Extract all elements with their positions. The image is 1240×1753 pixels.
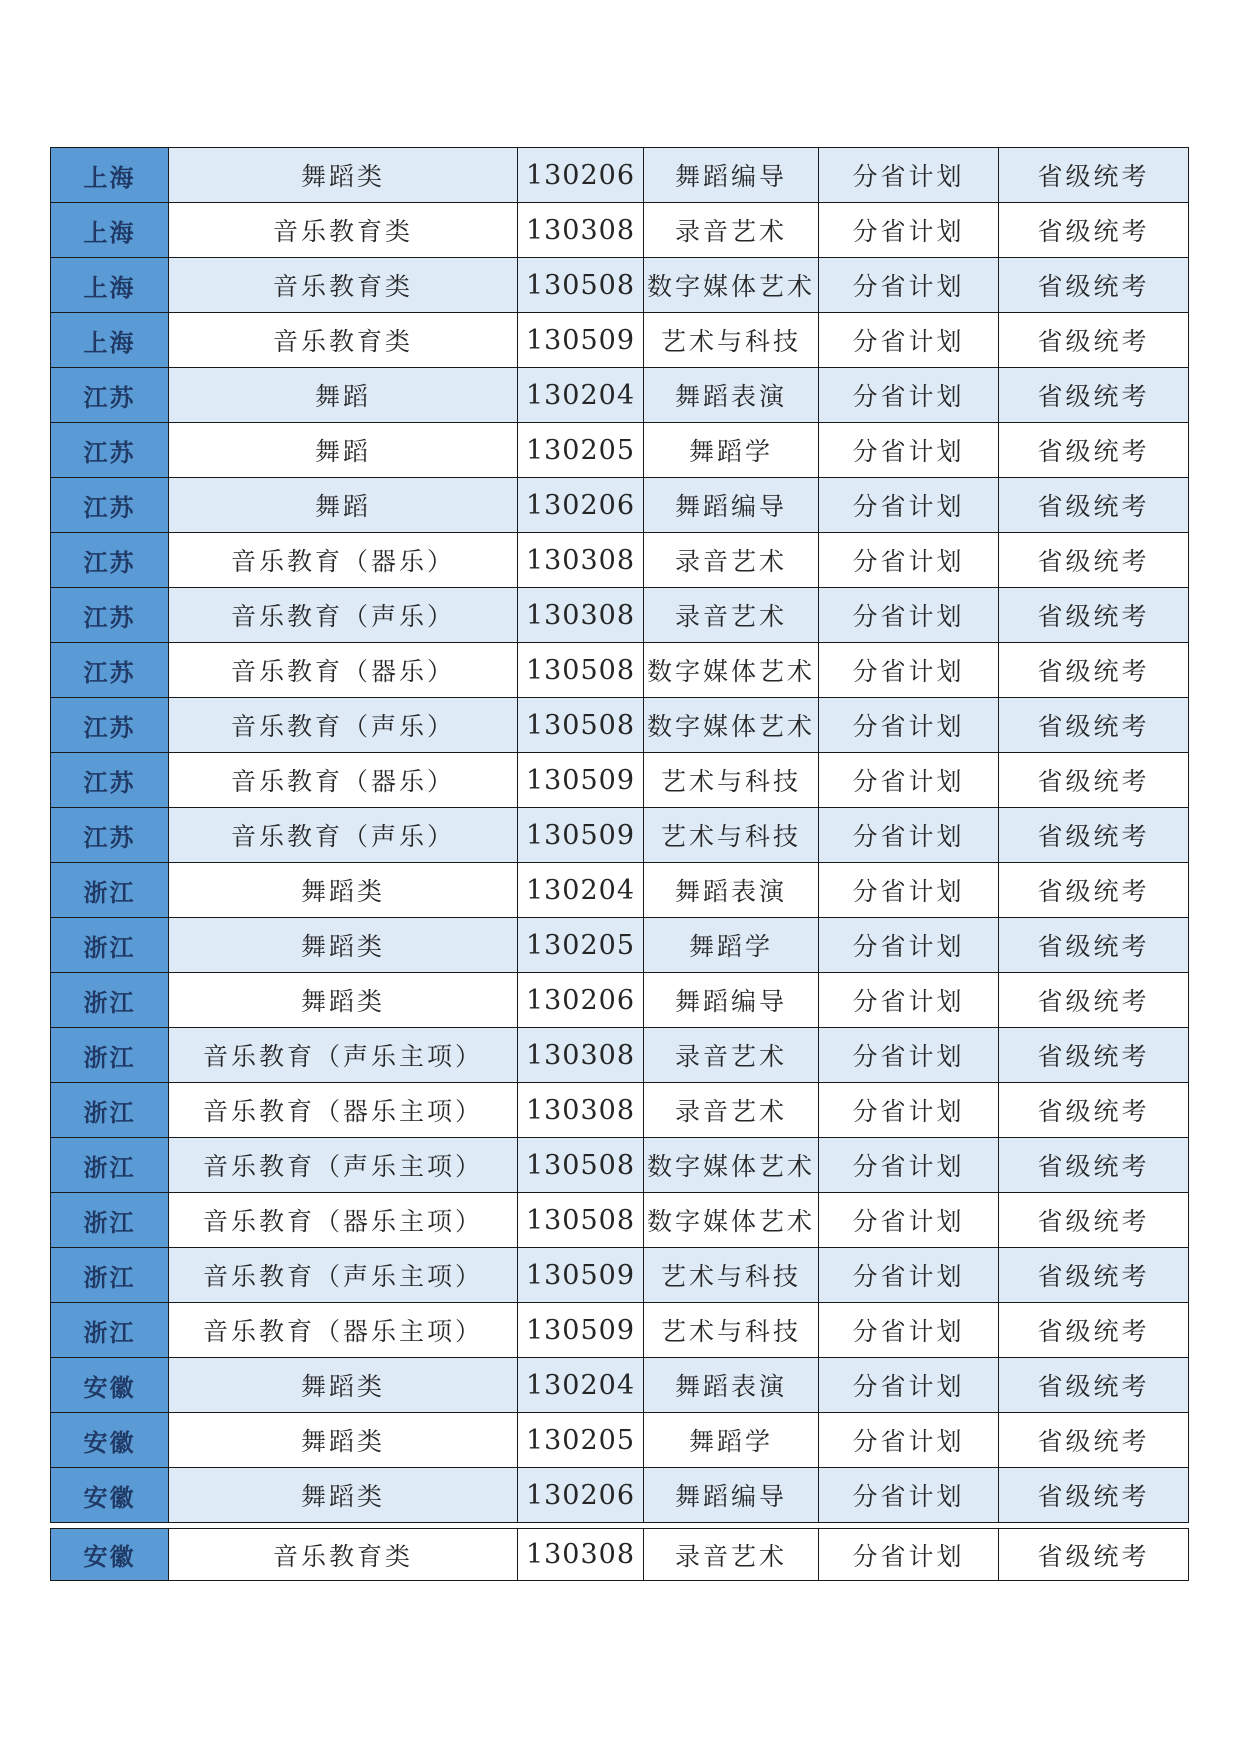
code-cell: 130206 (518, 148, 644, 203)
category-cell: 音乐教育（器乐主项） (169, 1083, 518, 1138)
code-cell: 130206 (518, 478, 644, 533)
exam-type-cell: 省级统考 (999, 1083, 1189, 1138)
exam-type-cell: 省级统考 (999, 258, 1189, 313)
admissions-table (50, 147, 1188, 1581)
code-cell: 130204 (518, 1358, 644, 1413)
major-cell: 录音艺术 (644, 533, 819, 588)
plan-type-cell: 分省计划 (819, 588, 999, 643)
code-cell: 130508 (518, 1193, 644, 1248)
plan-type-cell: 分省计划 (819, 203, 999, 258)
code-cell: 130308 (518, 533, 644, 588)
province-cell: 江苏 (51, 753, 169, 808)
province-cell: 江苏 (51, 588, 169, 643)
province-cell: 江苏 (51, 698, 169, 753)
category-cell: 音乐教育（声乐主项） (169, 1138, 518, 1193)
code-cell: 130204 (518, 368, 644, 423)
exam-type-cell: 省级统考 (999, 1529, 1189, 1581)
province-cell: 浙江 (51, 1193, 169, 1248)
code-cell: 130205 (518, 1413, 644, 1468)
code-cell: 130205 (518, 918, 644, 973)
table-row (51, 1358, 1189, 1413)
province-cell: 浙江 (51, 1028, 169, 1083)
code-cell: 130509 (518, 313, 644, 368)
exam-type-cell: 省级统考 (999, 148, 1189, 203)
category-cell: 音乐教育类 (169, 1529, 518, 1581)
table-row (51, 973, 1189, 1028)
exam-type-cell: 省级统考 (999, 478, 1189, 533)
province-cell: 安徽 (51, 1468, 169, 1523)
category-cell: 舞蹈类 (169, 918, 518, 973)
province-cell: 江苏 (51, 423, 169, 478)
category-cell: 舞蹈 (169, 423, 518, 478)
province-cell: 江苏 (51, 533, 169, 588)
table-body (51, 148, 1189, 1523)
major-cell: 录音艺术 (644, 203, 819, 258)
exam-type-cell: 省级统考 (999, 533, 1189, 588)
province-cell: 江苏 (51, 368, 169, 423)
table-row (51, 753, 1189, 808)
category-cell: 舞蹈类 (169, 973, 518, 1028)
major-cell: 艺术与科技 (644, 753, 819, 808)
table-row (51, 258, 1189, 313)
major-cell: 录音艺术 (644, 1083, 819, 1138)
table-row (51, 423, 1189, 478)
province-cell: 浙江 (51, 1138, 169, 1193)
province-cell: 浙江 (51, 1303, 169, 1358)
exam-type-cell: 省级统考 (999, 313, 1189, 368)
table-row (51, 863, 1189, 918)
admissions-table-continuation (50, 1528, 1189, 1581)
table-row (51, 368, 1189, 423)
major-cell: 数字媒体艺术 (644, 643, 819, 698)
province-cell: 上海 (51, 203, 169, 258)
table-row (51, 313, 1189, 368)
category-cell: 音乐教育（声乐） (169, 808, 518, 863)
major-cell: 数字媒体艺术 (644, 698, 819, 753)
major-cell: 数字媒体艺术 (644, 1193, 819, 1248)
table-row (51, 1138, 1189, 1193)
plan-type-cell: 分省计划 (819, 148, 999, 203)
exam-type-cell: 省级统考 (999, 203, 1189, 258)
category-cell: 音乐教育（器乐） (169, 753, 518, 808)
exam-type-cell: 省级统考 (999, 1193, 1189, 1248)
plan-type-cell: 分省计划 (819, 753, 999, 808)
code-cell: 130206 (518, 1468, 644, 1523)
exam-type-cell: 省级统考 (999, 753, 1189, 808)
category-cell: 舞蹈 (169, 478, 518, 533)
plan-type-cell: 分省计划 (819, 1413, 999, 1468)
major-cell: 录音艺术 (644, 1529, 819, 1581)
code-cell: 130508 (518, 258, 644, 313)
code-cell: 130509 (518, 1303, 644, 1358)
plan-type-cell: 分省计划 (819, 258, 999, 313)
table-row (51, 148, 1189, 203)
category-cell: 音乐教育（声乐主项） (169, 1028, 518, 1083)
plan-type-cell: 分省计划 (819, 973, 999, 1028)
table-row (51, 1193, 1189, 1248)
major-cell: 艺术与科技 (644, 808, 819, 863)
category-cell: 音乐教育类 (169, 313, 518, 368)
province-cell: 安徽 (51, 1529, 169, 1581)
table-row (51, 1248, 1189, 1303)
table-row (51, 1083, 1189, 1138)
plan-type-cell: 分省计划 (819, 1193, 999, 1248)
category-cell: 音乐教育（器乐） (169, 533, 518, 588)
table-row (51, 698, 1189, 753)
major-cell: 艺术与科技 (644, 1303, 819, 1358)
plan-type-cell: 分省计划 (819, 1303, 999, 1358)
province-cell: 浙江 (51, 1248, 169, 1303)
code-cell: 130308 (518, 1028, 644, 1083)
province-cell: 上海 (51, 148, 169, 203)
province-cell: 江苏 (51, 643, 169, 698)
code-cell: 130508 (518, 698, 644, 753)
code-cell: 130308 (518, 1083, 644, 1138)
plan-type-cell: 分省计划 (819, 313, 999, 368)
admissions-table-main (50, 147, 1189, 1523)
table-row (51, 1413, 1189, 1468)
table-row (51, 1529, 1189, 1581)
category-cell: 音乐教育（器乐主项） (169, 1303, 518, 1358)
province-cell: 江苏 (51, 808, 169, 863)
table-row (51, 1028, 1189, 1083)
exam-type-cell: 省级统考 (999, 808, 1189, 863)
table-row (51, 203, 1189, 258)
exam-type-cell: 省级统考 (999, 423, 1189, 478)
province-cell: 浙江 (51, 1083, 169, 1138)
plan-type-cell: 分省计划 (819, 533, 999, 588)
code-cell: 130308 (518, 203, 644, 258)
category-cell: 音乐教育（器乐主项） (169, 1193, 518, 1248)
plan-type-cell: 分省计划 (819, 918, 999, 973)
plan-type-cell: 分省计划 (819, 1138, 999, 1193)
exam-type-cell: 省级统考 (999, 1248, 1189, 1303)
major-cell: 舞蹈表演 (644, 1358, 819, 1413)
category-cell: 音乐教育（器乐） (169, 643, 518, 698)
code-cell: 130508 (518, 1138, 644, 1193)
category-cell: 舞蹈 (169, 368, 518, 423)
plan-type-cell: 分省计划 (819, 643, 999, 698)
table-row (51, 1468, 1189, 1523)
major-cell: 艺术与科技 (644, 1248, 819, 1303)
code-cell: 130509 (518, 1248, 644, 1303)
code-cell: 130508 (518, 643, 644, 698)
category-cell: 音乐教育类 (169, 258, 518, 313)
exam-type-cell: 省级统考 (999, 1358, 1189, 1413)
table-row (51, 643, 1189, 698)
plan-type-cell: 分省计划 (819, 1529, 999, 1581)
category-cell: 音乐教育类 (169, 203, 518, 258)
exam-type-cell: 省级统考 (999, 643, 1189, 698)
major-cell: 舞蹈表演 (644, 863, 819, 918)
category-cell: 音乐教育（声乐主项） (169, 1248, 518, 1303)
table-row (51, 533, 1189, 588)
table-row (51, 808, 1189, 863)
category-cell: 舞蹈类 (169, 148, 518, 203)
code-cell: 130308 (518, 1529, 644, 1581)
exam-type-cell: 省级统考 (999, 368, 1189, 423)
province-cell: 浙江 (51, 863, 169, 918)
major-cell: 录音艺术 (644, 588, 819, 643)
major-cell: 舞蹈学 (644, 423, 819, 478)
table-body-continuation (51, 1529, 1189, 1581)
category-cell: 舞蹈类 (169, 1468, 518, 1523)
plan-type-cell: 分省计划 (819, 1083, 999, 1138)
major-cell: 录音艺术 (644, 1028, 819, 1083)
exam-type-cell: 省级统考 (999, 588, 1189, 643)
exam-type-cell: 省级统考 (999, 1468, 1189, 1523)
province-cell: 浙江 (51, 973, 169, 1028)
exam-type-cell: 省级统考 (999, 1028, 1189, 1083)
major-cell: 数字媒体艺术 (644, 1138, 819, 1193)
table-row (51, 588, 1189, 643)
plan-type-cell: 分省计划 (819, 478, 999, 533)
plan-type-cell: 分省计划 (819, 808, 999, 863)
category-cell: 舞蹈类 (169, 1413, 518, 1468)
exam-type-cell: 省级统考 (999, 863, 1189, 918)
major-cell: 舞蹈学 (644, 918, 819, 973)
major-cell: 舞蹈编导 (644, 973, 819, 1028)
plan-type-cell: 分省计划 (819, 1468, 999, 1523)
province-cell: 江苏 (51, 478, 169, 533)
exam-type-cell: 省级统考 (999, 698, 1189, 753)
category-cell: 舞蹈类 (169, 863, 518, 918)
table-row (51, 918, 1189, 973)
exam-type-cell: 省级统考 (999, 973, 1189, 1028)
exam-type-cell: 省级统考 (999, 1138, 1189, 1193)
table-row (51, 1303, 1189, 1358)
code-cell: 130509 (518, 753, 644, 808)
code-cell: 130205 (518, 423, 644, 478)
plan-type-cell: 分省计划 (819, 368, 999, 423)
major-cell: 舞蹈编导 (644, 148, 819, 203)
exam-type-cell: 省级统考 (999, 918, 1189, 973)
province-cell: 浙江 (51, 918, 169, 973)
plan-type-cell: 分省计划 (819, 1358, 999, 1413)
major-cell: 舞蹈编导 (644, 1468, 819, 1523)
exam-type-cell: 省级统考 (999, 1413, 1189, 1468)
province-cell: 安徽 (51, 1413, 169, 1468)
code-cell: 130204 (518, 863, 644, 918)
table-row (51, 478, 1189, 533)
plan-type-cell: 分省计划 (819, 698, 999, 753)
category-cell: 音乐教育（声乐） (169, 698, 518, 753)
plan-type-cell: 分省计划 (819, 1028, 999, 1083)
plan-type-cell: 分省计划 (819, 863, 999, 918)
category-cell: 音乐教育（声乐） (169, 588, 518, 643)
province-cell: 上海 (51, 313, 169, 368)
major-cell: 舞蹈编导 (644, 478, 819, 533)
code-cell: 130308 (518, 588, 644, 643)
province-cell: 上海 (51, 258, 169, 313)
province-cell: 安徽 (51, 1358, 169, 1413)
code-cell: 130509 (518, 808, 644, 863)
major-cell: 舞蹈表演 (644, 368, 819, 423)
major-cell: 舞蹈学 (644, 1413, 819, 1468)
category-cell: 舞蹈类 (169, 1358, 518, 1413)
major-cell: 数字媒体艺术 (644, 258, 819, 313)
major-cell: 艺术与科技 (644, 313, 819, 368)
code-cell: 130206 (518, 973, 644, 1028)
plan-type-cell: 分省计划 (819, 1248, 999, 1303)
exam-type-cell: 省级统考 (999, 1303, 1189, 1358)
plan-type-cell: 分省计划 (819, 423, 999, 478)
